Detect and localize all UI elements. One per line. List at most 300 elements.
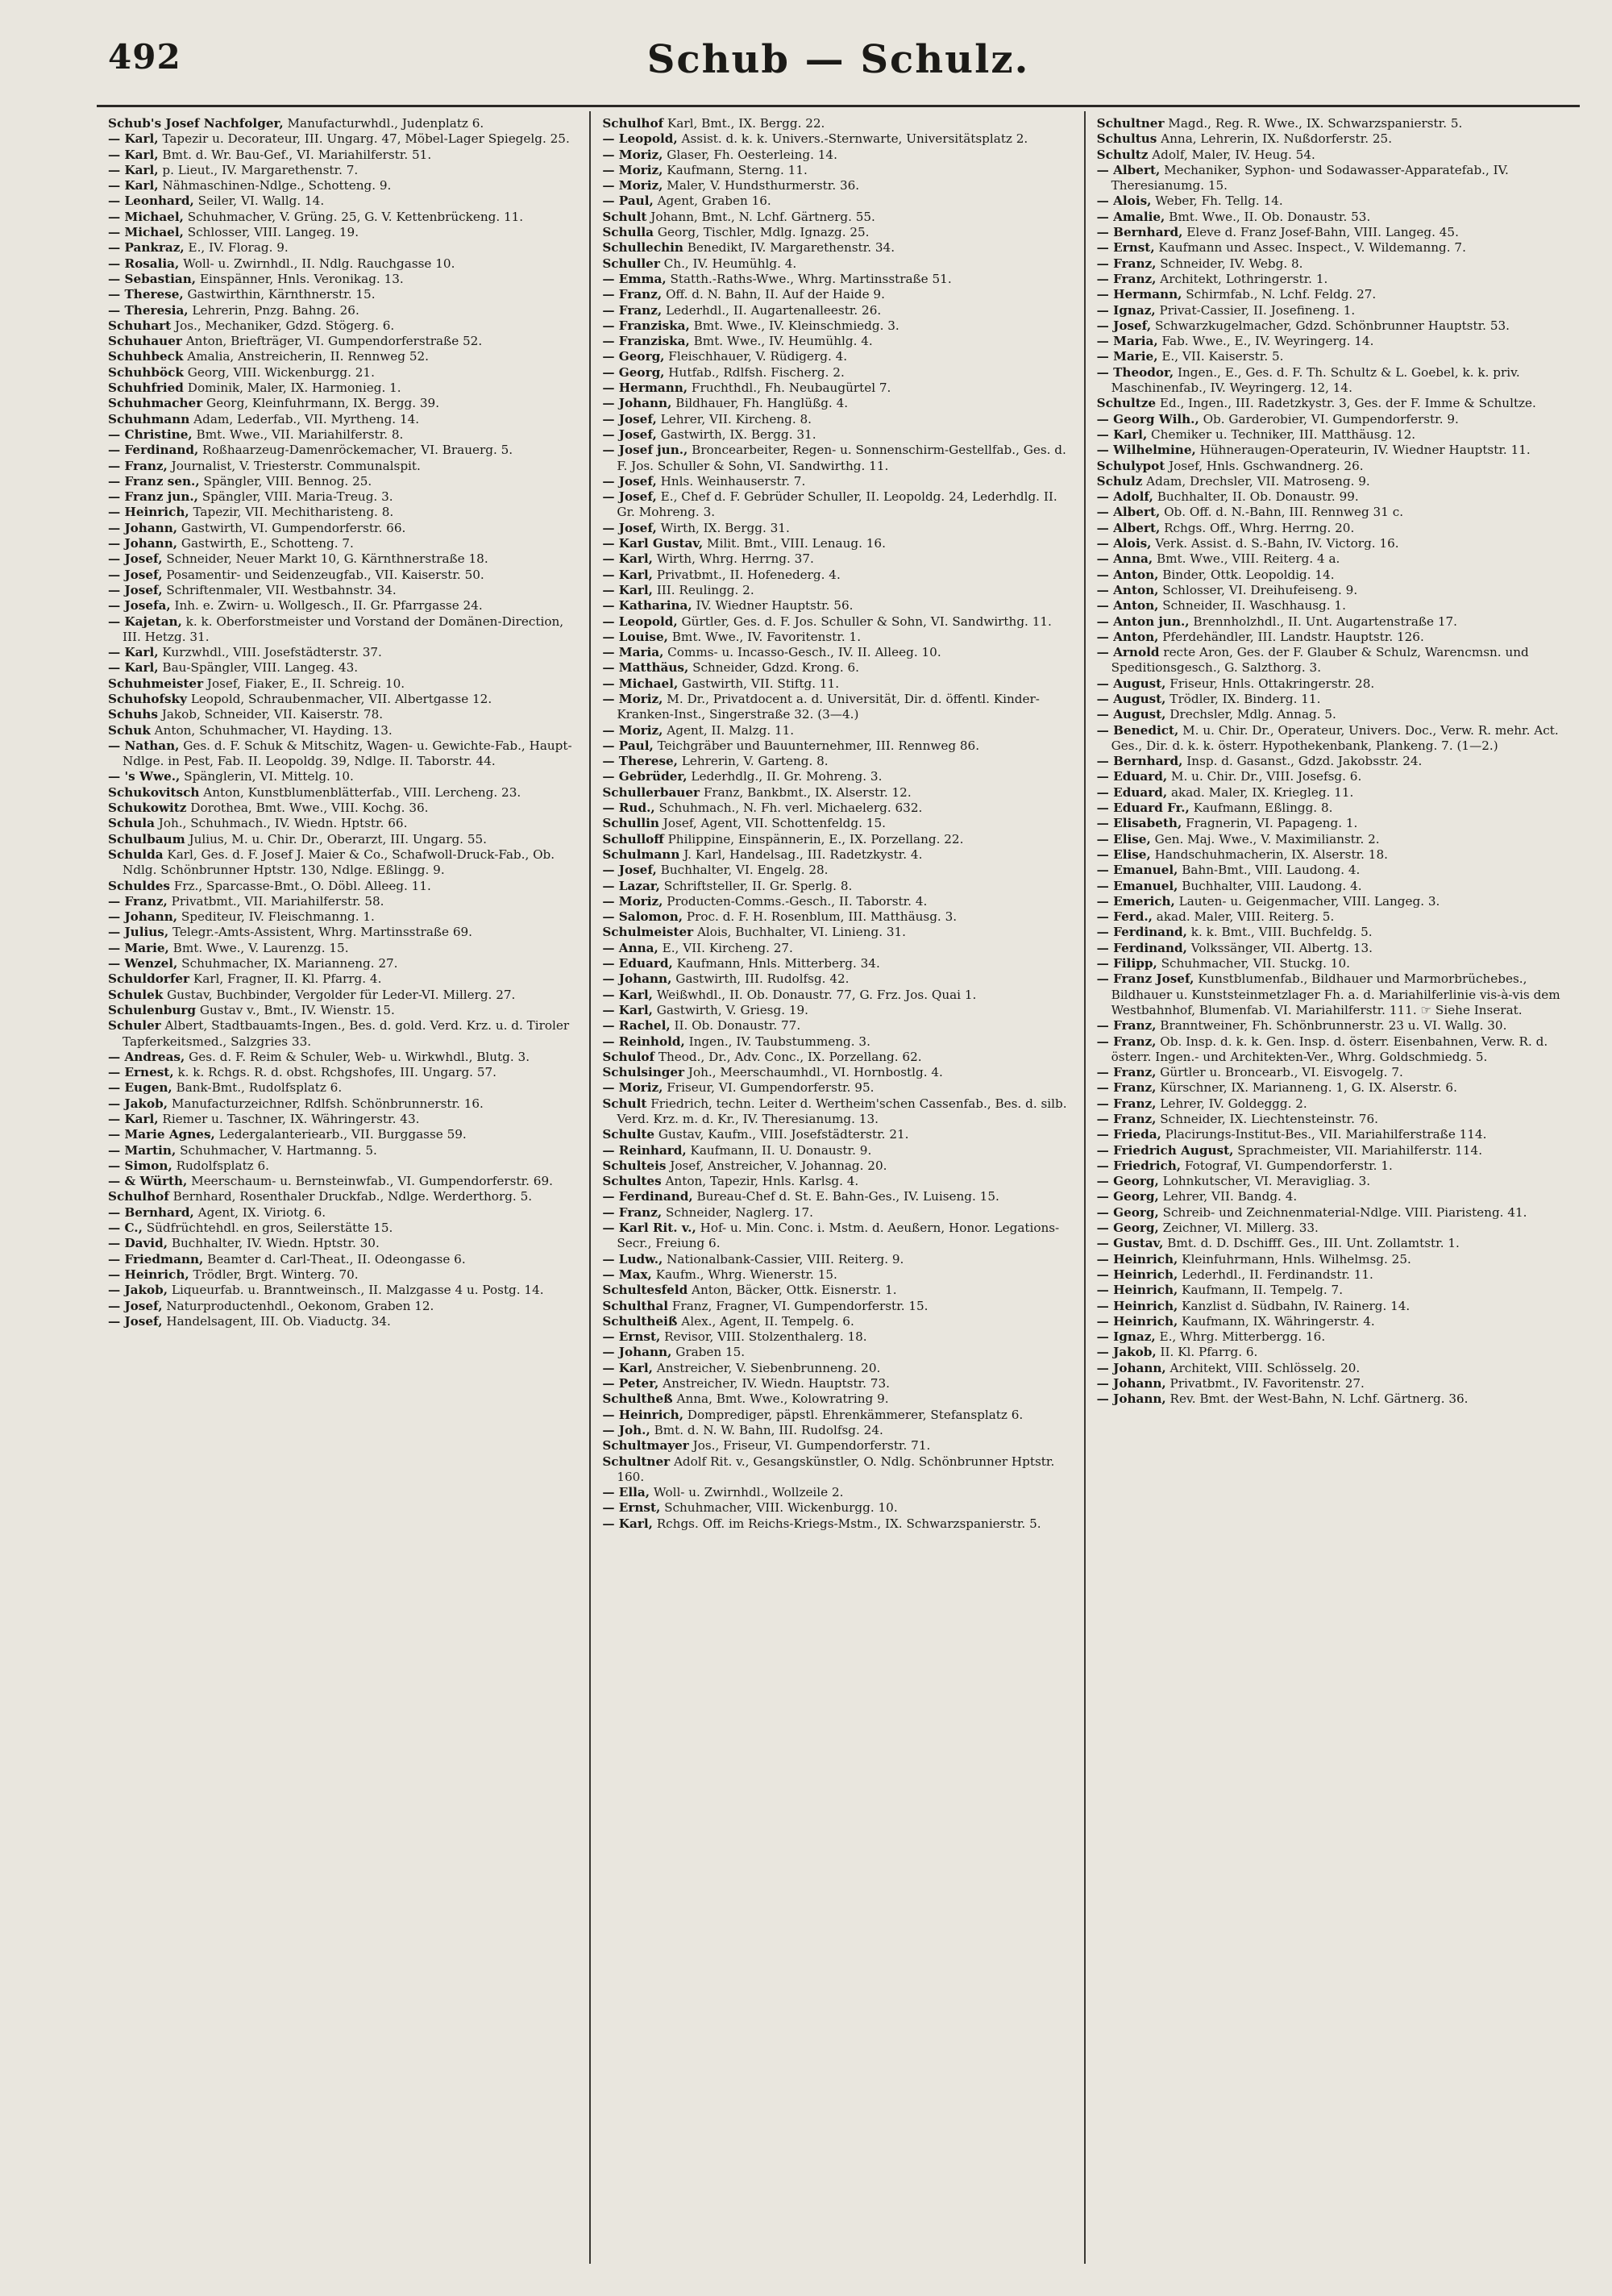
entry-name: — Salomon, bbox=[602, 909, 683, 925]
entry-name: — Marie Agnes, bbox=[108, 1127, 215, 1142]
entry-details: Gastwirth, IX. Bergg. 31. bbox=[656, 426, 816, 442]
entry-details: Eleve d. Franz Josef-Bahn, VIII. Langeg. 45. bbox=[1182, 225, 1459, 240]
entry-details: E., IV. Florag. 9. bbox=[184, 240, 289, 256]
entry-name: — Karl, bbox=[602, 582, 653, 597]
directory-entry bbox=[108, 1003, 578, 1018]
directory-entry bbox=[1097, 1314, 1568, 1329]
directory-entry bbox=[602, 660, 1072, 676]
directory-entry bbox=[602, 443, 1072, 474]
directory-entry bbox=[602, 1361, 1072, 1376]
entry-details: Gustav, Buchbinder, Vergolder für Leder-VI. Millerg. 27. bbox=[163, 987, 516, 1002]
entry-details: Wirth, Whrg. Herrng. 37. bbox=[652, 551, 814, 567]
entry-name: — Josefa, bbox=[108, 598, 171, 614]
directory-entry bbox=[602, 193, 1072, 209]
directory-entry bbox=[1097, 536, 1568, 551]
entry-name: Schulhof bbox=[602, 116, 664, 131]
entry-details: Kaufmann, II. U. Donaustr. 9. bbox=[686, 1142, 872, 1158]
entry-details: Karl, Ges. d. F. Josef J. Maier & Co., Schafwoll-Druck-Fab., Ob. Ndlg. Schönbrunner Hptstr. 130, Ndlge. Eßlingg. 9. bbox=[123, 846, 555, 878]
directory-entry bbox=[108, 303, 578, 318]
directory-entry bbox=[602, 1065, 1072, 1080]
directory-entry bbox=[108, 521, 578, 536]
entry-details: Friseur, VI. Gumpendorferstr. 95. bbox=[663, 1080, 875, 1096]
directory-entry bbox=[602, 256, 1072, 272]
directory-entry bbox=[1097, 909, 1568, 925]
entry-details: Riemer u. Taschner, IX. Währingerstr. 43. bbox=[158, 1112, 420, 1126]
entry-name: — Josef, bbox=[108, 1298, 163, 1313]
entry-name: — Josef, bbox=[602, 473, 657, 489]
entry-name: — Johann, bbox=[1096, 1391, 1166, 1407]
entry-details: Proc. d. F. H. Rosenblum, III. Matthäusg. 3. bbox=[683, 909, 958, 925]
entry-details: Schneider, IX. Liechtensteinstr. 76. bbox=[1156, 1112, 1378, 1126]
directory-entry bbox=[108, 1143, 578, 1158]
entry-details: Schlosser, VI. Dreihufeiseng. 9. bbox=[1158, 582, 1358, 597]
entry-details: Chemiker u. Techniker, III. Matthäusg. 12. bbox=[1147, 426, 1416, 442]
directory-entry bbox=[108, 614, 578, 646]
entry-details: Dorothea, Bmt. Wwe., VIII. Kochg. 36. bbox=[186, 801, 429, 816]
entry-name: Schulsinger bbox=[602, 1065, 685, 1080]
directory-entry bbox=[1097, 489, 1568, 505]
entry-details: Bmt. d. D. Dschifff. Ges., III. Unt. Zollamtstr. 1. bbox=[1163, 1236, 1460, 1251]
entry-name: — Franz, bbox=[1096, 1080, 1157, 1096]
entry-name: — Matthäus, bbox=[602, 660, 689, 676]
directory-entry bbox=[108, 272, 578, 287]
entry-details: Beamter d. Carl-Theat., II. Odeongasse 6. bbox=[203, 1251, 466, 1267]
entry-details: Schuhmacher, VIII. Wickenburgg. 10. bbox=[660, 1500, 898, 1516]
directory-entry bbox=[602, 551, 1072, 567]
directory-entry bbox=[1097, 1174, 1568, 1189]
entry-name: — Therese, bbox=[108, 287, 184, 302]
directory-entry bbox=[602, 598, 1072, 614]
entry-details: II. Kl. Pfarrg. 6. bbox=[1156, 1345, 1258, 1360]
directory-entry bbox=[1097, 287, 1568, 302]
entry-name: — Josef, bbox=[108, 551, 163, 567]
entry-name: — Ferdinand, bbox=[1096, 925, 1187, 940]
directory-entry bbox=[1097, 676, 1568, 692]
entry-name: — Emma, bbox=[602, 271, 667, 286]
entry-details: Kürschner, IX. Marianneng. 1, G. IX. Alserstr. 6. bbox=[1156, 1080, 1457, 1096]
directory-entry bbox=[108, 256, 578, 272]
entry-details: Georg, Kleinfuhrmann, IX. Bergg. 39. bbox=[202, 396, 440, 411]
entry-details: Sprachmeister, VII. Mariahilferstr. 114. bbox=[1233, 1142, 1483, 1158]
entry-details: Kaufmann, Eßlingg. 8. bbox=[1189, 801, 1333, 816]
entry-details: Benedikt, IV. Margarethenstr. 34. bbox=[683, 240, 895, 256]
entry-name: — Friedrich August, bbox=[1096, 1142, 1234, 1158]
directory-entry bbox=[602, 832, 1072, 847]
entry-name: Schuler bbox=[108, 1018, 161, 1034]
entry-details: Lehrer, VII. Kircheng. 8. bbox=[656, 411, 812, 426]
entry-details: Privatbmt., IV. Favoritenstr. 27. bbox=[1165, 1376, 1365, 1391]
entry-name: — Ferdinand, bbox=[1096, 940, 1187, 955]
directory-entry bbox=[602, 381, 1072, 396]
directory-entry bbox=[108, 676, 578, 692]
entry-name: — Johann, bbox=[108, 520, 178, 535]
directory-entry bbox=[108, 116, 578, 131]
directory-entry bbox=[602, 1003, 1072, 1018]
entry-details: Trödler, IX. Binderg. 11. bbox=[1165, 691, 1321, 706]
entry-details: Anna, Lehrerin, IX. Nußdorferstr. 25. bbox=[1157, 131, 1393, 147]
directory-entry bbox=[1097, 443, 1568, 458]
directory-entry bbox=[602, 1314, 1072, 1329]
directory-entry bbox=[108, 879, 578, 894]
entry-details: Broncearbeiter, Regen- u. Sonnenschirm-Gestellfab., Ges. d. F. Jos. Schuller & Sohn, VI. Sandwirthg. 11. bbox=[617, 443, 1066, 473]
entry-name: — Franz, bbox=[602, 302, 663, 318]
entry-name: — Franziska, bbox=[602, 318, 690, 333]
entry-details: E., VII. Kircheng. 27. bbox=[658, 940, 793, 955]
directory-entry bbox=[108, 318, 578, 334]
entry-name: — Louise, bbox=[602, 629, 668, 644]
entry-name: — & Würth, bbox=[108, 1174, 188, 1189]
entry-details: Architekt, Lothringerstr. 1. bbox=[1156, 271, 1328, 286]
entry-details: Rudolfsplatz 6. bbox=[172, 1158, 269, 1173]
directory-entry bbox=[1097, 505, 1568, 520]
entry-name: — Theodor, bbox=[1096, 364, 1174, 380]
entry-name: Schuk bbox=[108, 722, 151, 738]
entry-name: — Emanuel, bbox=[1096, 863, 1178, 878]
entry-details: Gen. Maj. Wwe., V. Maximilianstr. 2. bbox=[1150, 831, 1380, 846]
entry-name: — Johann, bbox=[602, 396, 672, 411]
entry-name: — Ignaz, bbox=[1096, 1329, 1156, 1345]
directory-entry bbox=[602, 1376, 1072, 1391]
directory-column-right bbox=[1086, 111, 1580, 2264]
directory-entry bbox=[108, 1096, 578, 1112]
entry-details: Schriftenmaler, VII. Westbahnstr. 34. bbox=[162, 582, 397, 597]
entry-name: — Josef, bbox=[108, 582, 163, 597]
entry-details: Lauten- u. Geigenmacher, VIII. Langeg. 3. bbox=[1174, 893, 1440, 909]
entry-name: — Franziska, bbox=[602, 334, 690, 349]
entry-name: — Karl, bbox=[602, 1002, 653, 1017]
entry-name: — Elisabeth, bbox=[1096, 816, 1182, 831]
entry-details: Ges. d. F. Schuk & Mitschitz, Wagen- u. Gewichte-Fab., Haupt-Ndlge. in Pest, Fab. II. Leopoldg. 39, Ndlge. II. Taborstr. 44. bbox=[123, 738, 572, 769]
directory-entry bbox=[602, 956, 1072, 971]
directory-entry bbox=[602, 645, 1072, 660]
entry-name: — Franz jun., bbox=[108, 489, 198, 505]
entry-details: Ch., IV. Heumühlg. 4. bbox=[659, 256, 797, 271]
entry-details: Bmt. d. N. W. Bahn, III. Rudolfsg. 24. bbox=[650, 1422, 883, 1437]
entry-name: — Karl, bbox=[602, 1516, 653, 1531]
directory-entry bbox=[1097, 614, 1568, 630]
entry-name: — Kajetan, bbox=[108, 614, 182, 629]
entry-details: Anton, Briefträger, VI. Gumpendorferstraße 52. bbox=[181, 334, 483, 349]
directory-entry bbox=[602, 225, 1072, 240]
directory-entry bbox=[1097, 832, 1568, 847]
entry-details: Schneider, IV. Webg. 8. bbox=[1156, 256, 1303, 271]
directory-entry bbox=[602, 1283, 1072, 1298]
entry-details: Schneider, II. Waschhausg. 1. bbox=[1158, 598, 1346, 614]
entry-name: — Franz, bbox=[602, 287, 663, 302]
directory-entry bbox=[1097, 1252, 1568, 1267]
directory-entry bbox=[108, 1065, 578, 1080]
entry-name: Schulte bbox=[602, 1127, 655, 1142]
entry-name: — Moriz, bbox=[602, 178, 663, 193]
entry-name: — David, bbox=[108, 1236, 168, 1251]
entry-details: Roßhaarzeug-Damenröckemacher, VI. Brauerg. 5. bbox=[198, 443, 513, 458]
directory-entry bbox=[1097, 971, 1568, 1018]
entry-details: Johann, Bmt., N. Lchf. Gärtnerg. 55. bbox=[646, 209, 875, 224]
entry-name: Schuhmann bbox=[108, 411, 190, 426]
entry-name: Schullin bbox=[602, 816, 659, 831]
entry-details: Drechsler, Mdlg. Annag. 5. bbox=[1165, 707, 1336, 722]
directory-entry bbox=[108, 1314, 578, 1329]
entry-name: Schulloff bbox=[602, 831, 664, 846]
entry-details: Kaufmann, II. Tempelg. 7. bbox=[1178, 1283, 1344, 1298]
directory-entry bbox=[108, 738, 578, 770]
entry-details: Joh., Schuhmach., IV. Wiedn. Hptstr. 66. bbox=[154, 816, 408, 831]
entry-details: Woll- u. Zwirnhdl., II. Ndlg. Rauchgasse 10. bbox=[179, 256, 455, 271]
entry-details: Gastwirth, V. Griesg. 19. bbox=[652, 1002, 809, 1017]
directory-entry bbox=[602, 863, 1072, 878]
entry-details: Tapezir, VII. Mechitharisteng. 8. bbox=[189, 505, 394, 520]
directory-entry bbox=[1097, 568, 1568, 583]
entry-details: Buchhalter, VI. Engelg. 28. bbox=[656, 863, 829, 878]
entry-name: — Gustav, bbox=[1096, 1236, 1164, 1251]
entry-name: Schultheß bbox=[602, 1391, 673, 1407]
entry-details: Joh., Meerschaumhdl., VI. Hornbostlg. 4. bbox=[684, 1065, 943, 1080]
directory-entry bbox=[1097, 816, 1568, 831]
entry-details: k. k. Oberforstmeister und Vorstand der Domänen-Direction, III. Hetzg. 31. bbox=[123, 614, 564, 644]
entry-details: k. k. Rchgs. R. d. obst. Rchgshofes, III. Ungarg. 57. bbox=[173, 1065, 496, 1080]
entry-details: Domprediger, päpstl. Ehrenkämmerer, Stefansplatz 6. bbox=[683, 1407, 1024, 1422]
entry-details: Gastwirth, E., Schotteng. 7. bbox=[177, 536, 354, 551]
entry-name: — Ernst, bbox=[1096, 240, 1155, 256]
directory-entry bbox=[602, 1127, 1072, 1142]
entry-name: — Lazar, bbox=[602, 878, 660, 893]
entry-name: — Karl, bbox=[108, 131, 159, 147]
entry-details: k. k. Bmt., VIII. Buchfeldg. 5. bbox=[1186, 925, 1373, 940]
directory-entry bbox=[1097, 427, 1568, 443]
directory-entry bbox=[602, 1391, 1072, 1407]
entry-name: — Georg Wilh., bbox=[1096, 411, 1199, 426]
directory-entry bbox=[1097, 754, 1568, 769]
entry-name: — Josef, bbox=[108, 567, 163, 582]
entry-details: Kurzwhdl., VIII. Josefstädterstr. 37. bbox=[158, 645, 382, 660]
entry-name: — Anna, bbox=[602, 940, 659, 955]
directory-entry bbox=[108, 334, 578, 349]
directory-entry bbox=[108, 1189, 578, 1204]
entry-details: Lehrerin, Pnzg. Bahng. 26. bbox=[188, 302, 359, 318]
entry-name: Schulbaum bbox=[108, 831, 185, 846]
directory-entry bbox=[602, 303, 1072, 318]
directory-entry bbox=[108, 1050, 578, 1065]
entry-details: Verk. Assist. d. S.-Bahn, IV. Victorg. 16. bbox=[1151, 536, 1399, 551]
entry-name: — Rachel, bbox=[602, 1018, 671, 1034]
entry-details: Bernhard, Rosenthaler Druckfab., Ndlge. Werderthorg. 5. bbox=[168, 1189, 533, 1204]
entry-name: Schulz bbox=[1096, 473, 1143, 489]
entry-name: — Karl, bbox=[108, 147, 159, 162]
directory-entry bbox=[108, 365, 578, 381]
entry-name: — Heinrich, bbox=[108, 505, 189, 520]
directory-entry bbox=[1097, 1158, 1568, 1174]
directory-entry bbox=[108, 894, 578, 909]
directory-entry bbox=[602, 723, 1072, 738]
directory-entry bbox=[108, 536, 578, 551]
directory-entry bbox=[602, 1174, 1072, 1189]
directory-entry bbox=[1097, 1283, 1568, 1298]
entry-details: Meerschaum- u. Bernsteinwfab., VI. Gumpendorferstr. 69. bbox=[187, 1174, 553, 1189]
directory-entry bbox=[1097, 723, 1568, 755]
entry-name: — Moriz, bbox=[602, 147, 663, 162]
entry-details: M. Dr., Privatdocent a. d. Universität, Dir. d. öffentl. Kinder-Kranken-Inst., Singerstraße 32. (3—4.) bbox=[617, 691, 1040, 722]
directory-entry bbox=[602, 1189, 1072, 1204]
entry-name: Schullerbauer bbox=[602, 784, 700, 800]
entry-details: Spänglerin, VI. Mittelg. 10. bbox=[180, 769, 354, 784]
entry-details: Friedrich, techn. Leiter d. Wertheim'schen Cassenfab., Bes. d. silb. Verd. Krz. m. d. Kr., IV. Theresianumg. 13. bbox=[617, 1096, 1067, 1126]
entry-name: — Ella, bbox=[602, 1485, 650, 1500]
entry-name: — Benedict, bbox=[1096, 722, 1179, 738]
entry-name: — Emanuel, bbox=[1096, 878, 1178, 893]
entry-name: Schulhof bbox=[108, 1189, 169, 1204]
directory-entry bbox=[602, 163, 1072, 178]
directory-entry bbox=[108, 941, 578, 956]
directory-entry bbox=[1097, 193, 1568, 209]
entry-details: Comms- u. Incasso-Gesch., IV. II. Alleeg. 10. bbox=[663, 645, 941, 660]
entry-name: — Emerich, bbox=[1096, 893, 1175, 909]
entry-details: Ledergalanteriearb., VII. Burggasse 59. bbox=[214, 1127, 467, 1142]
entry-name: — Max, bbox=[602, 1267, 652, 1282]
entry-details: Rev. Bmt. der West-Bahn, N. Lchf. Gärtnerg. 36. bbox=[1165, 1391, 1469, 1407]
entry-name: Schuhauer bbox=[108, 334, 182, 349]
entry-name: Schulda bbox=[108, 846, 164, 862]
entry-name: — Leopold, bbox=[602, 131, 678, 147]
entry-details: Gustav v., Bmt., IV. Wienstr. 15. bbox=[196, 1002, 395, 1017]
directory-entry bbox=[1097, 941, 1568, 956]
entry-details: Hof- u. Min. Conc. i. Mstm. d. Aeußern, Honor. Legations-Secr., Freiung 6. bbox=[617, 1221, 1060, 1251]
directory-entry bbox=[108, 971, 578, 987]
entry-details: Weißwhdl., II. Ob. Donaustr. 77, G. Frz. Jos. Quai 1. bbox=[652, 987, 977, 1002]
entry-details: Manufacturwhdl., Judenplatz 6. bbox=[283, 116, 484, 131]
entry-details: Amalia, Anstreicherin, II. Rennweg 52. bbox=[183, 349, 429, 364]
directory-entry bbox=[602, 894, 1072, 909]
directory-entry bbox=[602, 769, 1072, 784]
entry-name: — Moriz, bbox=[602, 162, 663, 177]
directory-entry bbox=[602, 801, 1072, 816]
directory-entry bbox=[1097, 459, 1568, 474]
entry-name: — Franz, bbox=[602, 1204, 663, 1220]
entry-details: Pferdehändler, III. Landstr. Hauptstr. 126. bbox=[1158, 629, 1424, 644]
entry-details: Zeichner, VI. Millerg. 33. bbox=[1158, 1221, 1319, 1236]
entry-details: Ges. d. F. Reim & Schuler, Web- u. Wirkwhdl., Blutg. 3. bbox=[185, 1049, 530, 1064]
directory-entry bbox=[602, 1423, 1072, 1438]
entry-details: akad. Maler, IX. Kriegleg. 11. bbox=[1167, 784, 1354, 800]
entry-name: — Karl Rit. v., bbox=[602, 1221, 696, 1236]
directory-entry bbox=[108, 474, 578, 489]
entry-name: — Heinrich, bbox=[1096, 1298, 1178, 1313]
directory-entry bbox=[108, 148, 578, 163]
directory-entry bbox=[108, 956, 578, 971]
directory-entry bbox=[108, 816, 578, 831]
entry-name: Schultus bbox=[1096, 131, 1157, 147]
entry-details: Lederhdl., II. Augartenalleestr. 26. bbox=[662, 302, 882, 318]
directory-entry bbox=[602, 847, 1072, 863]
directory-entry bbox=[1097, 1236, 1568, 1251]
entry-details: Binder, Ottk. Leopoldig. 14. bbox=[1158, 567, 1335, 582]
entry-details: Josef, Hnls. Gschwandnerg. 26. bbox=[1165, 458, 1364, 473]
entry-details: Mechaniker, Syphon- und Sodawasser-Apparatefab., IV. Theresianumg. 15. bbox=[1111, 162, 1509, 193]
entry-name: — Leonhard, bbox=[108, 193, 194, 209]
entry-details: Fragnerin, VI. Papageng. 1. bbox=[1182, 816, 1358, 831]
entry-details: Anton, Tapezir, Hnls. Karlsg. 4. bbox=[661, 1174, 859, 1189]
entry-details: Karl, Bmt., IX. Bergg. 22. bbox=[663, 116, 825, 131]
entry-details: p. Lieut., IV. Margarethenstr. 7. bbox=[158, 162, 359, 177]
entry-name: — Alois, bbox=[1096, 193, 1152, 209]
entry-name: — Johann, bbox=[108, 909, 178, 925]
page-header bbox=[97, 32, 1580, 107]
directory-entry bbox=[602, 396, 1072, 411]
directory-entry bbox=[1097, 1221, 1568, 1236]
entry-name: Schulypot bbox=[1096, 458, 1165, 473]
entry-name: — Karl, bbox=[602, 567, 653, 582]
entry-name: Schultz bbox=[1096, 147, 1149, 162]
entry-name: — Maria, bbox=[602, 645, 664, 660]
entry-details: Handschuhmacherin, IX. Alserstr. 18. bbox=[1150, 846, 1388, 862]
entry-name: — Georg, bbox=[1096, 1204, 1159, 1220]
directory-entry bbox=[1097, 225, 1568, 240]
directory-entry bbox=[1097, 240, 1568, 256]
entry-details: III. Reulingg. 2. bbox=[652, 582, 754, 597]
page-title: Schub — Schulz. bbox=[646, 37, 1030, 82]
directory-entry bbox=[108, 1236, 578, 1251]
entry-name: Schulenburg bbox=[108, 1002, 197, 1017]
entry-name: — Josef, bbox=[602, 520, 657, 535]
entry-details: Gürtler u. Broncearb., VI. Eisvogelg. 7. bbox=[1156, 1065, 1403, 1080]
entry-name: — Georg, bbox=[1096, 1221, 1159, 1236]
entry-name: — C., bbox=[108, 1221, 143, 1236]
directory-entry bbox=[108, 568, 578, 583]
entry-details: Fotograf, VI. Gumpendorferstr. 1. bbox=[1181, 1158, 1393, 1173]
directory-entry bbox=[602, 1034, 1072, 1050]
entry-name: Schulteis bbox=[602, 1158, 667, 1173]
entry-name: — Anton, bbox=[1096, 598, 1159, 614]
entry-name: Schulek bbox=[108, 987, 164, 1002]
entry-details: Schuhmach., N. Fh. verl. Michaelerg. 632. bbox=[654, 801, 923, 816]
entry-name: — Karl, bbox=[108, 645, 159, 660]
entry-details: Schwarzkugelmacher, Gdzd. Schönbrunner Hauptstr. 53. bbox=[1151, 318, 1510, 333]
entry-name: — Karl, bbox=[602, 987, 653, 1002]
directory-entry bbox=[1097, 894, 1568, 909]
directory-entry bbox=[602, 630, 1072, 645]
entry-name: — Leopold, bbox=[602, 614, 678, 629]
entry-details: Journalist, V. Triesterstr. Communalspit. bbox=[167, 458, 421, 473]
entry-name: — Josef, bbox=[602, 426, 657, 442]
directory-entry bbox=[1097, 551, 1568, 567]
entry-details: Bau-Spängler, VIII. Langeg. 43. bbox=[158, 660, 359, 676]
entry-name: — Karl, bbox=[108, 660, 159, 676]
directory-entry bbox=[108, 692, 578, 707]
entry-details: Philippine, Einspännerin, E., IX. Porzellang. 22. bbox=[663, 831, 964, 846]
directory-entry bbox=[1097, 1361, 1568, 1376]
entry-name: Schuhart bbox=[108, 318, 172, 333]
directory-entry bbox=[1097, 1112, 1568, 1127]
entry-name: — Jakob, bbox=[108, 1283, 168, 1298]
entry-details: Seiler, VI. Wallg. 14. bbox=[193, 193, 325, 209]
directory-entry bbox=[1097, 148, 1568, 163]
entry-name: — Josef, bbox=[602, 411, 657, 426]
entry-name: — Bernhard, bbox=[1096, 225, 1183, 240]
entry-name: — Bernhard, bbox=[1096, 754, 1183, 769]
entry-details: Brennholzhdl., II. Unt. Augartenstraße 17. bbox=[1189, 614, 1457, 629]
directory-entry bbox=[602, 178, 1072, 193]
entry-details: Anton, Kunstblumenblätterfab., VIII. Lercheng. 23. bbox=[199, 784, 521, 800]
directory-entry bbox=[108, 988, 578, 1003]
entry-details: Wirth, IX. Bergg. 31. bbox=[656, 520, 790, 535]
entry-name: — Jakob, bbox=[108, 1096, 168, 1111]
entry-name: — Heinrich, bbox=[1096, 1267, 1178, 1282]
entry-details: Insp. d. Gasanst., Gdzd. Jakobsstr. 24. bbox=[1182, 754, 1423, 769]
directory-entry bbox=[602, 1143, 1072, 1158]
entry-details: Josef, Agent, VII. Schottenfeldg. 15. bbox=[659, 816, 886, 831]
directory-entry bbox=[108, 1252, 578, 1267]
directory-entry bbox=[1097, 1096, 1568, 1112]
entry-name: — Theresia, bbox=[108, 302, 189, 318]
